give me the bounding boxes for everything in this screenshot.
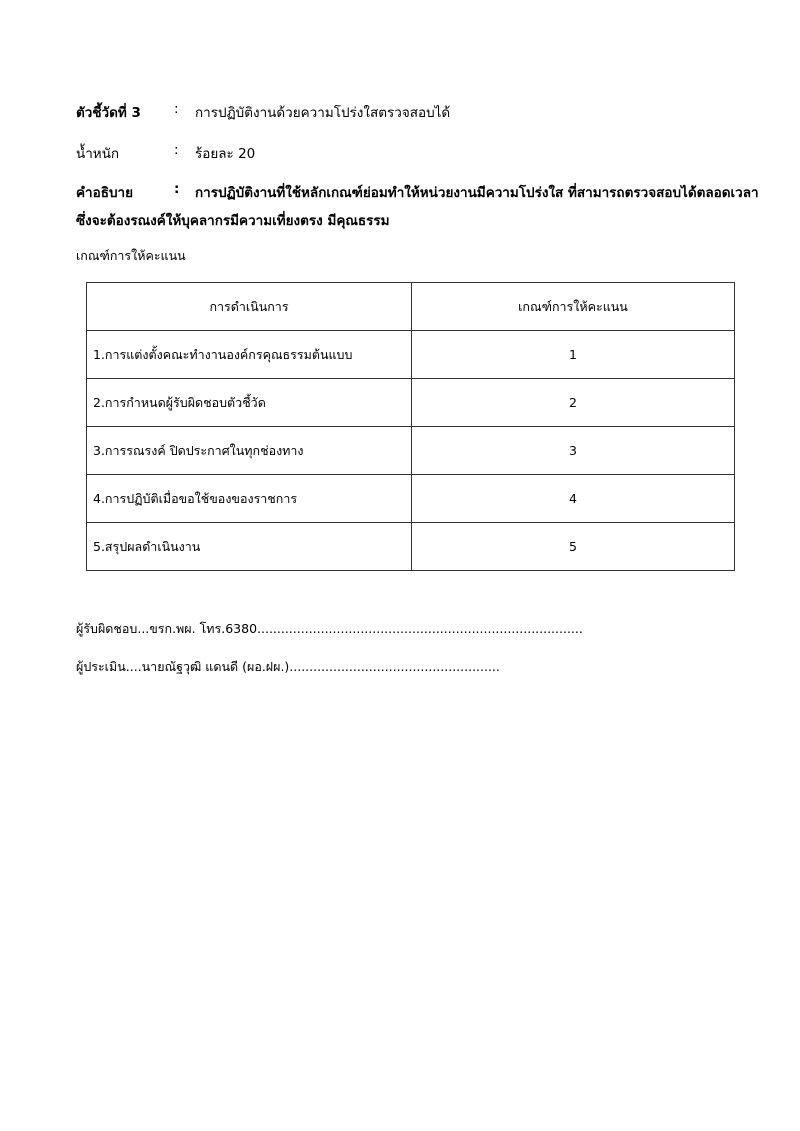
row-score: 5 — [412, 523, 735, 571]
description-row — [76, 181, 759, 201]
indicator-value: การปฏิบัติงานด้วยความโปร่งใสตรวจสอบได้ — [195, 105, 451, 121]
header-action: การดำเนินการ — [87, 283, 412, 331]
table-header-row — [87, 283, 735, 331]
weight-colon: : — [174, 142, 179, 158]
header-score: เกณฑ์การให้คะแนน — [412, 283, 735, 331]
description-line2: ซึ่งจะต้องรณงค์ให้บุคลากรมีความเที่ยงตรง มีคุณธรรม — [76, 213, 390, 229]
indicator-colon: : — [174, 101, 179, 117]
criteria-table — [86, 282, 735, 571]
description-colon: : — [174, 181, 180, 197]
row-action: 2.การกำหนดผู้รับผิดชอบตัวชี้วัด — [87, 379, 412, 427]
row-score: 1 — [412, 331, 735, 379]
row-action: 4.การปฏิบัติเมื่อขอใช้ของของราชการ — [87, 475, 412, 523]
responsible-signature: ผู้รับผิดชอบ...ขรก.พผ. โทร.6380.................................................................................. — [76, 621, 583, 636]
criteria-title: เกณฑ์การให้คะแนน — [76, 248, 186, 263]
evaluator-signature: ผู้ประเมิน....นายณัฐวุฒิ แดนดี (ผอ.ฝผ.)..................................................... — [76, 659, 500, 674]
row-action: 1.การแต่งตั้งคณะทำงานองค์กรคุณธรรมต้นแบบ — [87, 331, 412, 379]
weight-value: ร้อยละ 20 — [195, 146, 256, 162]
row-action: 5.สรุปผลดำเนินงาน — [87, 523, 412, 571]
row-score: 4 — [412, 475, 735, 523]
description-line1: การปฏิบัติงานที่ใช้หลักเกณฑ์ย่อมทำให้หน่วยงานมีความโปร่งใส ที่สามารถตรวจสอบได้ตลอดเวลา — [195, 185, 759, 201]
indicator-label: ตัวชี้วัดที่ 3 — [76, 105, 141, 121]
row-action: 3.การรณรงค์ ปิดประกาศในทุกช่องทาง — [87, 427, 412, 475]
table-row — [87, 427, 735, 475]
description-label: คำอธิบาย — [76, 185, 134, 201]
row-score: 3 — [412, 427, 735, 475]
weight-row — [76, 142, 736, 162]
indicator-row — [76, 101, 736, 121]
row-score: 2 — [412, 379, 735, 427]
table-row — [87, 475, 735, 523]
table-row — [87, 379, 735, 427]
table-row — [87, 523, 735, 571]
weight-label: น้ำหนัก — [76, 146, 120, 162]
table-row — [87, 331, 735, 379]
